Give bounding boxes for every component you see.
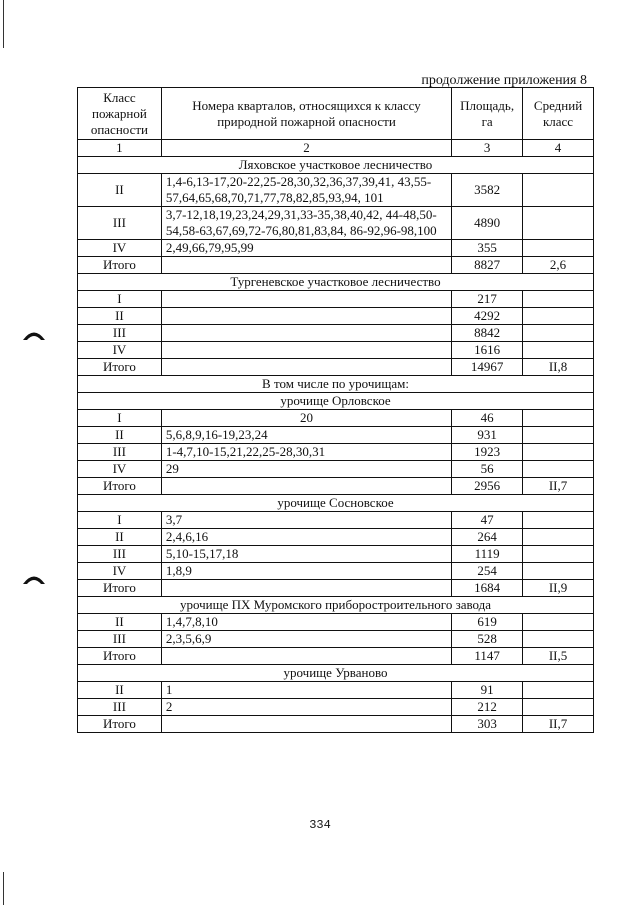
- area-cell: 1616: [452, 342, 523, 359]
- scan-edge-mark-top: [3, 0, 4, 48]
- scan-edge-mark-bottom: [3, 872, 4, 905]
- avg-class-cell: [523, 546, 594, 563]
- table-row: [78, 207, 594, 240]
- section-row: [78, 393, 594, 410]
- area-cell: 8842: [452, 325, 523, 342]
- table-row: [78, 308, 594, 325]
- quarters-cell: 1,4-6,13-17,20-22,25-28,30,32,36,37,39,41, 43,55-57,64,65,68,70,71,77,78,82,85,93,94, 101: [161, 174, 451, 207]
- area-cell: 46: [452, 410, 523, 427]
- fire-danger-table: [77, 87, 594, 733]
- area-cell: 91: [452, 682, 523, 699]
- quarters-cell: [161, 359, 451, 376]
- section-title: урочище ПХ Муромского приборостроительного завода: [78, 597, 594, 614]
- table-row: [78, 682, 594, 699]
- class-cell: I: [78, 291, 162, 308]
- avg-class-cell: [523, 461, 594, 478]
- table-row: [78, 444, 594, 461]
- table-body: [78, 157, 594, 733]
- section-title: урочище Орловское: [78, 393, 594, 410]
- area-cell: 264: [452, 529, 523, 546]
- table-row: [78, 699, 594, 716]
- class-cell: III: [78, 546, 162, 563]
- table-row: [78, 631, 594, 648]
- section-title: урочище Сосновское: [78, 495, 594, 512]
- section-row: [78, 157, 594, 174]
- quarters-cell: 2,4,6,16: [161, 529, 451, 546]
- avg-class-cell: [523, 291, 594, 308]
- class-cell: II: [78, 427, 162, 444]
- quarters-cell: [161, 325, 451, 342]
- section-row: [78, 495, 594, 512]
- quarters-cell: 2: [161, 699, 451, 716]
- area-cell: 2956: [452, 478, 523, 495]
- table-row: [78, 614, 594, 631]
- class-cell: III: [78, 699, 162, 716]
- avg-class-cell: II,8: [523, 359, 594, 376]
- class-cell: II: [78, 174, 162, 207]
- total-row: [78, 648, 594, 665]
- quarters-cell: [161, 716, 451, 733]
- class-cell: II: [78, 529, 162, 546]
- section-row: [78, 376, 594, 393]
- column-number: 1: [78, 140, 162, 157]
- avg-class-cell: II,9: [523, 580, 594, 597]
- avg-class-cell: [523, 512, 594, 529]
- area-cell: 56: [452, 461, 523, 478]
- class-cell: III: [78, 207, 162, 240]
- avg-class-cell: 2,6: [523, 257, 594, 274]
- quarters-cell: [161, 648, 451, 665]
- area-cell: 254: [452, 563, 523, 580]
- header-avg-class: Средний класс: [523, 88, 594, 140]
- class-cell: IV: [78, 240, 162, 257]
- avg-class-cell: II,7: [523, 478, 594, 495]
- section-row: [78, 597, 594, 614]
- quarters-cell: 20: [161, 410, 451, 427]
- class-cell: I: [78, 512, 162, 529]
- quarters-cell: 5,6,8,9,16-19,23,24: [161, 427, 451, 444]
- table-row: [78, 461, 594, 478]
- avg-class-cell: [523, 342, 594, 359]
- binder-hole-mark-icon: [22, 573, 46, 585]
- avg-class-cell: [523, 563, 594, 580]
- table-row: [78, 563, 594, 580]
- column-number: 2: [161, 140, 451, 157]
- table-row: [78, 512, 594, 529]
- area-cell: 212: [452, 699, 523, 716]
- avg-class-cell: [523, 308, 594, 325]
- class-cell: II: [78, 682, 162, 699]
- avg-class-cell: [523, 240, 594, 257]
- total-row: [78, 580, 594, 597]
- area-cell: 47: [452, 512, 523, 529]
- table-row: [78, 410, 594, 427]
- area-cell: 8827: [452, 257, 523, 274]
- avg-class-cell: [523, 325, 594, 342]
- quarters-cell: [161, 342, 451, 359]
- avg-class-cell: [523, 207, 594, 240]
- area-cell: 355: [452, 240, 523, 257]
- class-cell: Итого: [78, 478, 162, 495]
- class-cell: III: [78, 325, 162, 342]
- class-cell: Итого: [78, 257, 162, 274]
- header-area: Площадь, га: [452, 88, 523, 140]
- class-cell: III: [78, 444, 162, 461]
- table-row: [78, 342, 594, 359]
- class-cell: IV: [78, 563, 162, 580]
- quarters-cell: 3,7-12,18,19,23,24,29,31,33-35,38,40,42, 44-48,50-54,58-63,67,69,72-76,80,81,83,84, 86-92,96-98,100: [161, 207, 451, 240]
- avg-class-cell: [523, 410, 594, 427]
- quarters-cell: [161, 580, 451, 597]
- class-cell: I: [78, 410, 162, 427]
- quarters-cell: 5,10-15,17,18: [161, 546, 451, 563]
- quarters-cell: 1,4,7,8,10: [161, 614, 451, 631]
- avg-class-cell: [523, 682, 594, 699]
- binder-hole-mark-icon: [22, 329, 46, 341]
- quarters-cell: [161, 308, 451, 325]
- section-title: урочище Урваново: [78, 665, 594, 682]
- avg-class-cell: II,5: [523, 648, 594, 665]
- section-title: Ляховское участковое лесничество: [78, 157, 594, 174]
- avg-class-cell: [523, 699, 594, 716]
- class-cell: IV: [78, 461, 162, 478]
- quarters-cell: 29: [161, 461, 451, 478]
- quarters-cell: 2,49,66,79,95,99: [161, 240, 451, 257]
- avg-class-cell: II,7: [523, 716, 594, 733]
- total-row: [78, 359, 594, 376]
- section-row: [78, 274, 594, 291]
- section-title: Тургеневское участковое лесничество: [78, 274, 594, 291]
- quarters-cell: [161, 478, 451, 495]
- section-title: В том числе по урочищам:: [78, 376, 594, 393]
- quarters-cell: [161, 257, 451, 274]
- quarters-cell: [161, 291, 451, 308]
- table-row: [78, 174, 594, 207]
- total-row: [78, 478, 594, 495]
- quarters-cell: 2,3,5,6,9: [161, 631, 451, 648]
- area-cell: 1147: [452, 648, 523, 665]
- area-cell: 14967: [452, 359, 523, 376]
- area-cell: 931: [452, 427, 523, 444]
- area-cell: 4890: [452, 207, 523, 240]
- column-number: 4: [523, 140, 594, 157]
- area-cell: 619: [452, 614, 523, 631]
- area-cell: 303: [452, 716, 523, 733]
- avg-class-cell: [523, 174, 594, 207]
- table-caption: продолжение приложения 8: [421, 73, 587, 88]
- class-cell: Итого: [78, 648, 162, 665]
- table-row: [78, 546, 594, 563]
- area-cell: 528: [452, 631, 523, 648]
- page-number: 334: [309, 818, 331, 832]
- area-cell: 1684: [452, 580, 523, 597]
- table-row: [78, 529, 594, 546]
- avg-class-cell: [523, 614, 594, 631]
- class-cell: Итого: [78, 716, 162, 733]
- total-row: [78, 716, 594, 733]
- table-row: [78, 325, 594, 342]
- header-class: Класс пожарной опасности: [78, 88, 162, 140]
- header-row: [78, 88, 594, 140]
- avg-class-cell: [523, 631, 594, 648]
- class-cell: II: [78, 308, 162, 325]
- area-cell: 217: [452, 291, 523, 308]
- column-number: 3: [452, 140, 523, 157]
- avg-class-cell: [523, 427, 594, 444]
- table-row: [78, 240, 594, 257]
- table-row: [78, 291, 594, 308]
- area-cell: 4292: [452, 308, 523, 325]
- column-number-row: [78, 140, 594, 157]
- area-cell: 1923: [452, 444, 523, 461]
- area-cell: 1119: [452, 546, 523, 563]
- quarters-cell: 1-4,7,10-15,21,22,25-28,30,31: [161, 444, 451, 461]
- area-cell: 3582: [452, 174, 523, 207]
- avg-class-cell: [523, 529, 594, 546]
- class-cell: II: [78, 614, 162, 631]
- quarters-cell: 1,8,9: [161, 563, 451, 580]
- total-row: [78, 257, 594, 274]
- quarters-cell: 1: [161, 682, 451, 699]
- class-cell: III: [78, 631, 162, 648]
- class-cell: Итого: [78, 580, 162, 597]
- class-cell: IV: [78, 342, 162, 359]
- section-row: [78, 665, 594, 682]
- quarters-cell: 3,7: [161, 512, 451, 529]
- avg-class-cell: [523, 444, 594, 461]
- header-quarters: Номера кварталов, относящихся к классу природной пожарной опасности: [161, 88, 451, 140]
- class-cell: Итого: [78, 359, 162, 376]
- table-row: [78, 427, 594, 444]
